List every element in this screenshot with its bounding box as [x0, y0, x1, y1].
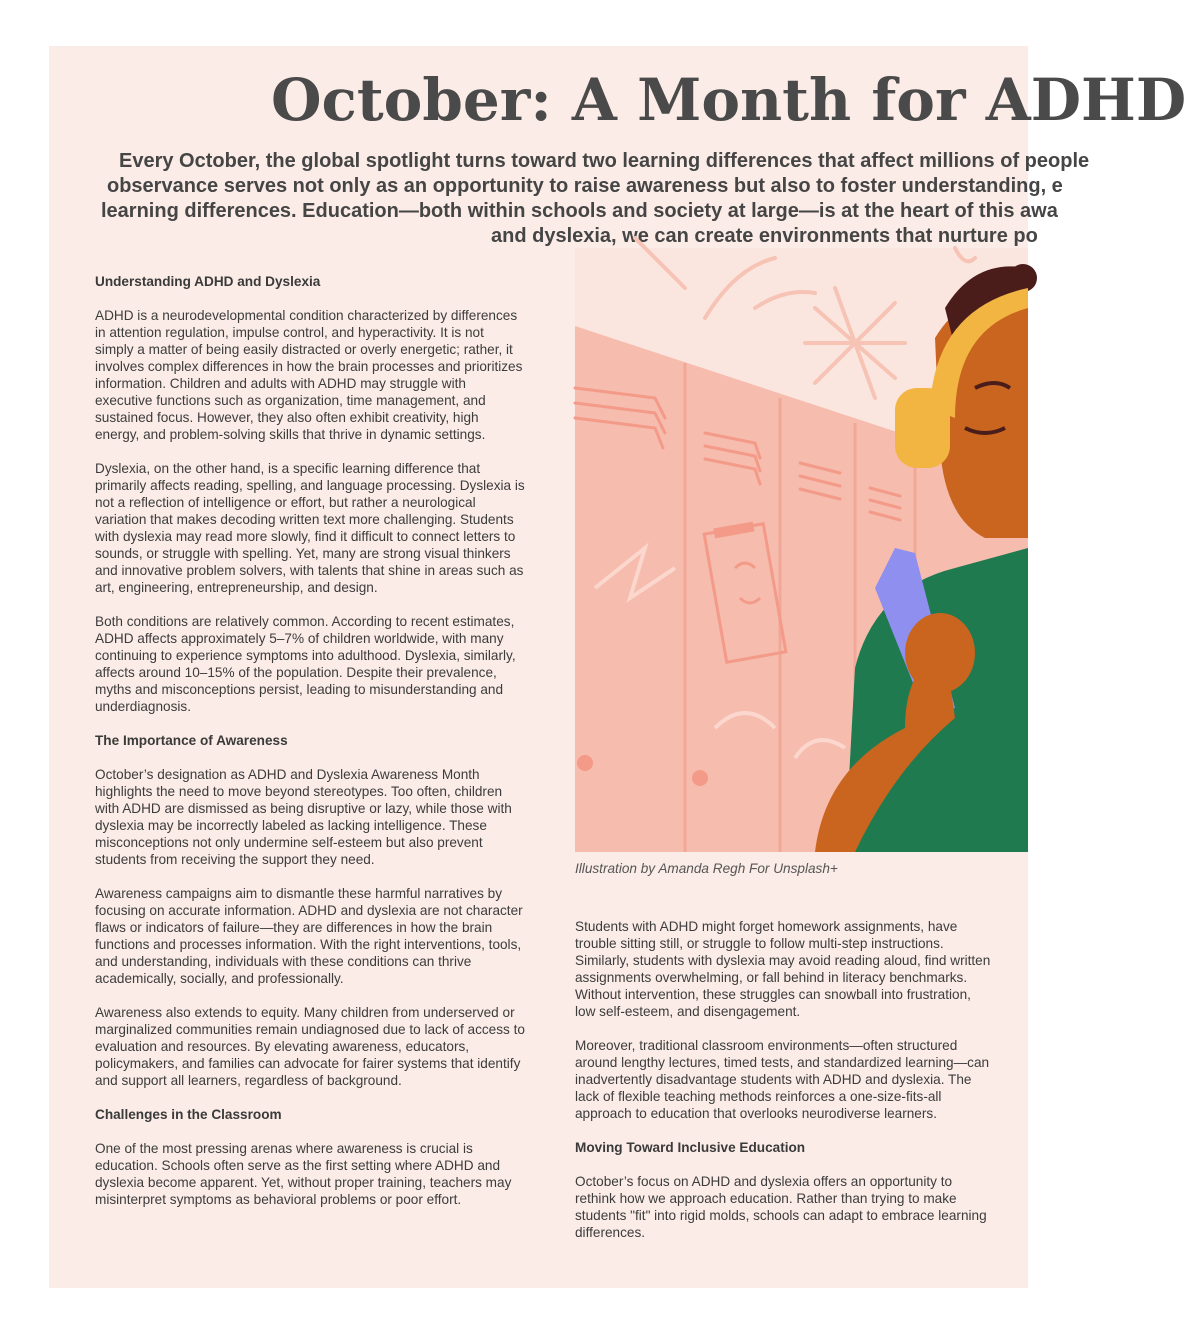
- paragraph: Awareness campaigns aim to dismantle these harmful narratives by focusing on accurate information. ADHD and dyslexia are not character flaws or indicators of failure—they are differences in how the brain functions and processes information. With the right interventions, tools, and understanding, individuals with these conditions can thrive academically, socially, and professionally.: [95, 886, 523, 986]
- intro-line-4: and dyslexia, we can create environments that nurture po: [491, 225, 1038, 247]
- intro-line-1: Every October, the global spotlight turns toward two learning differences that affect millions of people: [119, 150, 1090, 172]
- paragraph: Both conditions are relatively common. According to recent estimates, ADHD affects approximately 5–7% of children worldwide, with many continuing to experience symptoms into adulthood. Dyslexia, similarly, affects around 10–15% of the population. Despite their prevalence, myths and misconceptions persist, leading to misunderstanding and underdiagnosis.: [95, 614, 516, 714]
- section-heading-inclusive: Moving Toward Inclusive Education: [575, 1140, 806, 1155]
- paragraph: Moreover, traditional classroom environments—often structured around lengthy lectures, timed tests, and standardized learning—can inadvertently disadvantage students with ADHD and dyslexia. The lack of flexible teaching methods reinforces a one-size-fits-all approach to education that overlooks neurodiverse learners.: [575, 1038, 990, 1121]
- section-heading-understanding: Understanding ADHD and Dyslexia: [95, 274, 321, 289]
- paragraph: October’s focus on ADHD and dyslexia offers an opportunity to rethink how we approach education. Rather than trying to make students "fit" into rigid molds, schools can adapt to embrace learning differences.: [575, 1174, 987, 1240]
- paragraph: ADHD is a neurodevelopmental condition characterized by differences in attention regulation, impulse control, and hyperactivity. It is not simply a matter of being easily distracted or overly energetic; rather, it involves complex differences in how the brain processes and prioritizes information. Children and adults with ADHD may struggle with executive functions such as organization, time management, and sustained focus. However, they also often exhibit creativity, high energy, and problem-solving skills that thrive in dynamic settings.: [95, 308, 523, 442]
- paragraph: Awareness also extends to equity. Many children from underserved or marginalized communities remain undiagnosed due to lack of access to evaluation and resources. By elevating awareness, educators, policymakers, and families can advocate for fairer systems that identify and support all learners, regardless of background.: [95, 1005, 525, 1088]
- article-page: [49, 46, 1186, 1288]
- intro-line-3: learning differences. Education—both within schools and society at large—is at the heart of this awa: [101, 200, 1058, 222]
- paragraph: October’s designation as ADHD and Dyslexia Awareness Month highlights the need to move beyond stereotypes. Too often, children with ADHD are dismissed as being disruptive or lazy, while those with dyslexia may be incorrectly labeled as lacking intelligence. These misconceptions not only undermine self-esteem but also prevent students from receiving the support they need.: [95, 767, 512, 867]
- intro-line-2: observance serves not only as an opportunity to raise awareness but also to foster understanding, e: [107, 175, 1063, 197]
- article-title: October: A Month for ADHD: [271, 66, 1186, 134]
- paragraph: One of the most pressing arenas where awareness is crucial is education. Schools often serve as the first setting where ADHD and dyslexia become apparent. Yet, without proper training, teachers may misinterpret symptoms as behavioral problems or poor effort.: [95, 1141, 512, 1207]
- illustration: [575, 248, 1028, 852]
- section-heading-challenges: Challenges in the Classroom: [95, 1107, 282, 1122]
- section-heading-awareness: The Importance of Awareness: [95, 733, 288, 748]
- left-column: [95, 273, 525, 1225]
- right-column: [575, 918, 995, 1258]
- illustration-caption: Illustration by Amanda Regh For Unsplash+: [575, 861, 838, 876]
- paragraph: Dyslexia, on the other hand, is a specific learning difference that primarily affects reading, spelling, and language processing. Dyslexia is not a reflection of intelligence or effort, but rather a neurological variation that makes decoding written text more challenging. Students with dyslexia may read more slowly, find it difficult to connect letters to sounds, or struggle with spelling. Yet, many are strong visual thinkers and innovative problem solvers, with talents that shine in areas such as art, engineering, entrepreneurship, and design.: [95, 461, 525, 595]
- paragraph: Students with ADHD might forget homework assignments, have trouble sitting still, or struggle to follow multi-step instructions. Similarly, students with dyslexia may avoid reading aloud, find written assignments overwhelming, or fall behind in literacy benchmarks. Without intervention, these struggles can snowball into frustration, low self-esteem, and disengagement.: [575, 919, 991, 1019]
